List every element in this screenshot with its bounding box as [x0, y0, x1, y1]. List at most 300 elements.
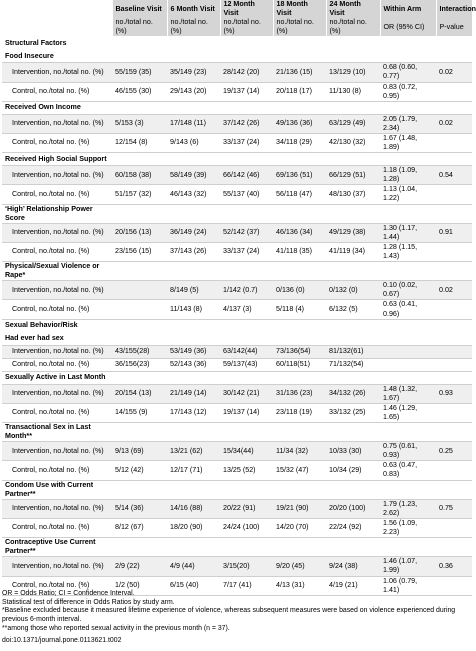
table-cell: 69/136 (51) — [273, 166, 326, 185]
row-label: Control, no./total no. (%) — [2, 576, 112, 595]
table-cell: 11/130 (8) — [326, 82, 380, 101]
table-cell: 49/136 (36) — [273, 114, 326, 133]
category-row — [2, 204, 472, 223]
table-cell: 0.63 (0.41, 0.96) — [380, 300, 436, 319]
table-row — [2, 345, 472, 358]
table-cell: 6/15 (40) — [167, 576, 220, 595]
category-row — [2, 480, 472, 499]
table-cell — [380, 332, 436, 345]
table-cell — [273, 37, 326, 50]
header-cell: 18 Month Visit — [273, 0, 326, 18]
table-cell — [326, 332, 380, 345]
table-cell: 21/149 (14) — [167, 384, 220, 403]
table-cell — [220, 480, 273, 499]
row-label: Had ever had sex — [2, 332, 112, 345]
table-cell: 1.13 (1.04, 1.22) — [380, 185, 436, 204]
table-cell — [220, 101, 273, 114]
table-cell: 5/12 (42) — [112, 461, 167, 480]
table-cell: 1.30 (1.17, 1.44) — [380, 223, 436, 242]
table-cell: 1.28 (1.15, 1.43) — [380, 242, 436, 261]
row-label: Condom Use with Current Partner** — [2, 480, 112, 499]
table-cell: 66/129 (51) — [326, 166, 380, 185]
table-cell: 18/20 (90) — [167, 518, 220, 537]
table-cell — [220, 538, 273, 557]
table-cell: 4/9 (44) — [167, 557, 220, 576]
category-row — [2, 262, 472, 281]
table-body — [2, 37, 472, 595]
footnote: **among those who reported sexual activity in the previous month (n = 37). — [2, 624, 230, 632]
row-label: Intervention, no./total no. (%) — [2, 281, 112, 300]
table-cell: 5/14 (36) — [112, 499, 167, 518]
table-cell: 1.46 (1.29, 1.65) — [380, 403, 436, 422]
table-cell — [112, 480, 167, 499]
table-row — [2, 114, 472, 133]
table-cell — [326, 480, 380, 499]
table-cell — [220, 262, 273, 281]
subheader-cell: OR (95% CI) — [380, 18, 436, 37]
table-cell: 34/118 (29) — [273, 133, 326, 152]
table-cell — [220, 332, 273, 345]
table-row — [2, 557, 472, 576]
table-cell: 5/118 (4) — [273, 300, 326, 319]
table-cell — [380, 153, 436, 166]
table-cell: 55/137 (40) — [220, 185, 273, 204]
table-cell — [220, 204, 273, 223]
table-cell — [167, 480, 220, 499]
row-label: Sexually Active in Last Month — [2, 371, 112, 384]
table-cell: 19/137 (14) — [220, 403, 273, 422]
table-cell: 41/118 (35) — [273, 242, 326, 261]
table-cell — [112, 37, 167, 50]
table-cell: 1.46 (1.07, 1.99) — [380, 557, 436, 576]
table-cell: 1.18 (1.09, 1.28) — [380, 166, 436, 185]
table-row — [2, 223, 472, 242]
table-cell — [326, 153, 380, 166]
table-cell: 9/13 (69) — [112, 442, 167, 461]
row-label: Intervention, no./total no. (%) — [2, 345, 112, 358]
table-cell: 46/143 (32) — [167, 185, 220, 204]
subheader-cell: no./total no. (%) — [220, 18, 273, 37]
table-cell — [380, 37, 436, 50]
table-cell — [326, 423, 380, 442]
table-cell — [380, 371, 436, 384]
table-cell: 0/136 (0) — [273, 281, 326, 300]
row-label: Intervention, no./total no. (%) — [2, 384, 112, 403]
row-label: Intervention, no./total no. (%) — [2, 557, 112, 576]
footnote: *Baseline excluded because it measured lifetime experience of violence, whereas subsequent measures were based on violence experienced during previous 6-month interval. — [2, 607, 456, 624]
header-cell: 6 Month Visit — [167, 0, 220, 18]
row-label: Control, no./total no. (%) — [2, 403, 112, 422]
table-cell: 0.54 — [436, 166, 472, 185]
table-cell — [220, 423, 273, 442]
table-cell: 15/32 (47) — [273, 461, 326, 480]
table-cell — [112, 101, 167, 114]
table-footnotes — [2, 590, 472, 645]
table-cell: 55/159 (35) — [112, 63, 167, 82]
row-label: Control, no./total no. (%) — [2, 82, 112, 101]
table-cell — [380, 345, 436, 358]
table-cell — [380, 358, 436, 371]
table-cell: 12/17 (71) — [167, 461, 220, 480]
table-cell: 0.02 — [436, 63, 472, 82]
header-cell: Baseline Visit — [112, 0, 167, 18]
table-cell — [273, 332, 326, 345]
table-cell: 9/143 (6) — [167, 133, 220, 152]
header-cell: 12 Month Visit — [220, 0, 273, 18]
table-cell — [436, 371, 472, 384]
table-cell — [273, 204, 326, 223]
table-cell — [436, 300, 472, 319]
row-label: Intervention, no./total no. (%) — [2, 166, 112, 185]
table-cell — [273, 319, 326, 332]
footnote: OR = Odds Ratio; CI = Confidence Interval. — [2, 590, 135, 597]
table-cell — [273, 423, 326, 442]
table-cell — [167, 332, 220, 345]
table-cell: 4/13 (31) — [273, 576, 326, 595]
table-row — [2, 300, 472, 319]
table-cell: 24/24 (100) — [220, 518, 273, 537]
table-cell: 13/21 (62) — [167, 442, 220, 461]
table-cell: 29/143 (20) — [167, 82, 220, 101]
table-cell — [436, 82, 472, 101]
table-cell — [380, 101, 436, 114]
row-label: Intervention, no./total no. (%) — [2, 499, 112, 518]
section-title-row — [2, 319, 472, 332]
table-row — [2, 82, 472, 101]
table-cell: 11/143 (8) — [167, 300, 220, 319]
table-cell — [112, 281, 167, 300]
table-cell: 0.75 (0.61, 0.93) — [380, 442, 436, 461]
table-cell — [436, 480, 472, 499]
table-cell — [326, 319, 380, 332]
table-cell: 63/129 (49) — [326, 114, 380, 133]
table-cell: 1/2 (50) — [112, 576, 167, 595]
table-cell: 1.67 (1.48, 1.89) — [380, 133, 436, 152]
table-cell — [436, 37, 472, 50]
table-cell: 5/153 (3) — [112, 114, 167, 133]
subheader-cell — [2, 18, 112, 37]
table-cell: 37/142 (26) — [220, 114, 273, 133]
table-cell — [436, 204, 472, 223]
row-label: Structural Factors — [5, 38, 67, 47]
table-cell — [326, 371, 380, 384]
table-cell: 28/142 (20) — [220, 63, 273, 82]
table-cell: 0.02 — [436, 114, 472, 133]
table-cell: 2/9 (22) — [112, 557, 167, 576]
table-cell — [167, 538, 220, 557]
table-row — [2, 166, 472, 185]
table-cell — [380, 319, 436, 332]
table-cell — [436, 185, 472, 204]
table-cell: 14/155 (9) — [112, 403, 167, 422]
table-cell: 9/20 (45) — [273, 557, 326, 576]
table-cell: 51/157 (32) — [112, 185, 167, 204]
table-cell — [380, 204, 436, 223]
table-cell: 1/142 (0.7) — [220, 281, 273, 300]
row-label: Control, no./total no. (%) — [2, 461, 112, 480]
table-cell: 36/156(23) — [112, 358, 167, 371]
table-cell: 0.93 — [436, 384, 472, 403]
table-cell — [326, 101, 380, 114]
table-cell: 0.02 — [436, 281, 472, 300]
table-cell — [380, 538, 436, 557]
table-cell — [167, 37, 220, 50]
table-cell — [326, 37, 380, 50]
table-cell: 1.79 (1.23, 2.62) — [380, 499, 436, 518]
row-label: Sexual Behavior/Risk — [2, 319, 112, 332]
row-label: Contraceptive Use Current Partner** — [2, 538, 112, 557]
table-cell: 56/118 (47) — [273, 185, 326, 204]
subheader-row — [2, 18, 472, 37]
table-cell — [112, 50, 167, 63]
table-cell — [220, 371, 273, 384]
table-cell: 10/34 (29) — [326, 461, 380, 480]
table-cell — [112, 371, 167, 384]
table-cell — [167, 50, 220, 63]
table-cell: 36/149 (24) — [167, 223, 220, 242]
table-cell — [112, 204, 167, 223]
table-cell: 43/155(28) — [112, 345, 167, 358]
table-row — [2, 403, 472, 422]
table-cell: 0.10 (0.02, 0.67) — [380, 281, 436, 300]
table-cell — [112, 262, 167, 281]
table-cell — [273, 538, 326, 557]
table-header — [2, 0, 476, 37]
table-cell: 14/20 (70) — [273, 518, 326, 537]
table-cell: 4/137 (3) — [220, 300, 273, 319]
table-cell: 8/149 (5) — [167, 281, 220, 300]
table-cell — [167, 101, 220, 114]
table-cell: 46/155 (30) — [112, 82, 167, 101]
table-cell: 13/25 (52) — [220, 461, 273, 480]
table-cell: 46/136 (34) — [273, 223, 326, 242]
table-row — [2, 358, 472, 371]
table-cell — [167, 423, 220, 442]
table-cell: 0/132 (0) — [326, 281, 380, 300]
table-cell — [436, 50, 472, 63]
table-cell — [273, 371, 326, 384]
table-cell — [436, 518, 472, 537]
subheader-cell: P-value — [436, 18, 472, 37]
category-row — [2, 101, 472, 114]
row-label: Received Own Income — [2, 101, 112, 114]
table-row — [2, 63, 472, 82]
table-cell — [112, 300, 167, 319]
table-cell: 71/132(54) — [326, 358, 380, 371]
table-cell — [220, 50, 273, 63]
table-cell: 13/129 (10) — [326, 63, 380, 82]
row-label: ‘High’ Relationship Power Score — [2, 204, 112, 223]
table-cell: 60/118(51) — [273, 358, 326, 371]
subheader-cell: no./total no. (%) — [326, 18, 380, 37]
table-cell — [326, 538, 380, 557]
footnote: Statistical test of difference in Odds Ratios by study arm. — [2, 598, 175, 606]
table-row — [2, 242, 472, 261]
row-label: Control, no./total no. (%) — [2, 518, 112, 537]
table-cell: 14/16 (88) — [167, 499, 220, 518]
table-cell — [436, 153, 472, 166]
table-cell: 1.48 (1.32, 1.67) — [380, 384, 436, 403]
table-row — [2, 442, 472, 461]
table-cell — [273, 480, 326, 499]
table-cell: 8/12 (67) — [112, 518, 167, 537]
row-label: Control, no./total no. (%) — [2, 300, 112, 319]
table-cell: 49/129 (38) — [326, 223, 380, 242]
subheader-cell: no./total no. (%) — [112, 18, 167, 37]
table-cell — [112, 319, 167, 332]
table-row — [2, 499, 472, 518]
table-cell: 0.25 — [436, 442, 472, 461]
table-cell — [436, 461, 472, 480]
table-cell: 48/130 (37) — [326, 185, 380, 204]
table-cell — [167, 204, 220, 223]
table-cell — [380, 50, 436, 63]
table-cell — [220, 37, 273, 50]
table-cell: 7/17 (41) — [220, 576, 273, 595]
table-cell — [220, 319, 273, 332]
table-cell: 19/21 (90) — [273, 499, 326, 518]
row-label: Physical/Sexual Violence or Rape* — [2, 262, 112, 281]
table-cell — [436, 262, 472, 281]
table-cell: 37/143 (26) — [167, 242, 220, 261]
table-cell: 22/24 (92) — [326, 518, 380, 537]
table-cell: 58/149 (39) — [167, 166, 220, 185]
table-cell — [167, 153, 220, 166]
table-cell — [436, 345, 472, 358]
table-cell: 0.75 — [436, 499, 472, 518]
header-row — [2, 0, 472, 18]
table-cell: 52/142 (37) — [220, 223, 273, 242]
table-cell: 19/137 (14) — [220, 82, 273, 101]
category-row — [2, 50, 472, 63]
table-cell: 20/154 (13) — [112, 384, 167, 403]
table-cell — [436, 133, 472, 152]
table-cell: 31/136 (23) — [273, 384, 326, 403]
row-label: Control, no./total no. (%) — [2, 133, 112, 152]
table-cell: 4/19 (21) — [326, 576, 380, 595]
table-cell: 3/15(20) — [220, 557, 273, 576]
header-cell: Within Arm — [380, 0, 436, 18]
category-row — [2, 371, 472, 384]
table-cell — [112, 153, 167, 166]
table-cell — [436, 358, 472, 371]
table-cell: 20/118 (17) — [273, 82, 326, 101]
table-cell: 10/33 (30) — [326, 442, 380, 461]
table-cell: 35/149 (23) — [167, 63, 220, 82]
row-label: Intervention, no./total no. (%) — [2, 223, 112, 242]
table-cell: 20/22 (91) — [220, 499, 273, 518]
table-cell: 17/143 (12) — [167, 403, 220, 422]
table-cell — [436, 319, 472, 332]
table-cell — [326, 262, 380, 281]
table-cell — [273, 262, 326, 281]
table-cell — [220, 153, 273, 166]
table-cell: 2.05 (1.79, 2.34) — [380, 114, 436, 133]
row-label: Control, no./total no. (%) — [2, 358, 112, 371]
table-cell: 52/143 (36) — [167, 358, 220, 371]
row-label: Received High Social Support — [2, 153, 112, 166]
table-row — [2, 185, 472, 204]
table-cell — [167, 319, 220, 332]
table-cell — [273, 153, 326, 166]
table-row — [2, 133, 472, 152]
table-cell: 53/149 (36) — [167, 345, 220, 358]
table-cell: 41/119 (34) — [326, 242, 380, 261]
row-label: Transactional Sex in Last Month** — [2, 423, 112, 442]
table-cell — [380, 423, 436, 442]
table-cell — [436, 242, 472, 261]
table-cell: 0.68 (0.60, 0.77) — [380, 63, 436, 82]
table-cell: 23/156 (15) — [112, 242, 167, 261]
table-cell — [436, 332, 472, 345]
row-label: Intervention, no./total no. (%) — [2, 63, 112, 82]
table-cell: 30/142 (21) — [220, 384, 273, 403]
doi-link[interactable]: doi:10.1371/journal.pone.0113621.t002 — [2, 636, 122, 644]
table-cell: 9/24 (38) — [326, 557, 380, 576]
table-cell: 20/20 (100) — [326, 499, 380, 518]
table-cell — [326, 204, 380, 223]
table-cell: 21/136 (15) — [273, 63, 326, 82]
table-cell: 20/156 (13) — [112, 223, 167, 242]
table-cell — [436, 403, 472, 422]
table-cell: 0.36 — [436, 557, 472, 576]
table-cell — [326, 50, 380, 63]
table-row — [2, 518, 472, 537]
table-cell: 34/132 (26) — [326, 384, 380, 403]
table-cell: 23/118 (19) — [273, 403, 326, 422]
table-cell — [436, 538, 472, 557]
table-cell: 12/154 (8) — [112, 133, 167, 152]
table-cell — [436, 101, 472, 114]
table-cell — [380, 480, 436, 499]
table-cell: 11/34 (32) — [273, 442, 326, 461]
table-cell: 0.91 — [436, 223, 472, 242]
table-cell: 1.56 (1.09, 2.23) — [380, 518, 436, 537]
category-row — [2, 153, 472, 166]
table-cell: 15/34(44) — [220, 442, 273, 461]
category-row — [2, 423, 472, 442]
table-cell: 33/132 (25) — [326, 403, 380, 422]
section-title-row — [2, 37, 472, 50]
table-cell: 0.83 (0.72, 0.95) — [380, 82, 436, 101]
table-cell: 42/130 (32) — [326, 133, 380, 152]
table-row — [2, 384, 472, 403]
table-cell: 33/137 (24) — [220, 133, 273, 152]
table-row — [2, 461, 472, 480]
header-cell: 24 Month Visit — [326, 0, 380, 18]
table-cell — [167, 371, 220, 384]
table-cell: 63/142(44) — [220, 345, 273, 358]
table-cell — [273, 50, 326, 63]
table-cell: 81/132(61) — [326, 345, 380, 358]
table-cell — [380, 262, 436, 281]
table-cell — [273, 101, 326, 114]
table-row — [2, 281, 472, 300]
header-cell — [2, 0, 112, 18]
table-cell — [112, 332, 167, 345]
table-cell — [112, 538, 167, 557]
table-cell: 6/132 (5) — [326, 300, 380, 319]
table-cell — [167, 262, 220, 281]
table-cell: 60/158 (38) — [112, 166, 167, 185]
table-cell: 33/137 (24) — [220, 242, 273, 261]
header-cell: Interaction — [436, 0, 472, 18]
table-cell — [112, 423, 167, 442]
table-cell: 73/136(54) — [273, 345, 326, 358]
table-cell: 0.63 (0.47, 0.83) — [380, 461, 436, 480]
subheader-cell: no./total no. (%) — [273, 18, 326, 37]
row-label: Intervention, no./total no. (%) — [2, 114, 112, 133]
